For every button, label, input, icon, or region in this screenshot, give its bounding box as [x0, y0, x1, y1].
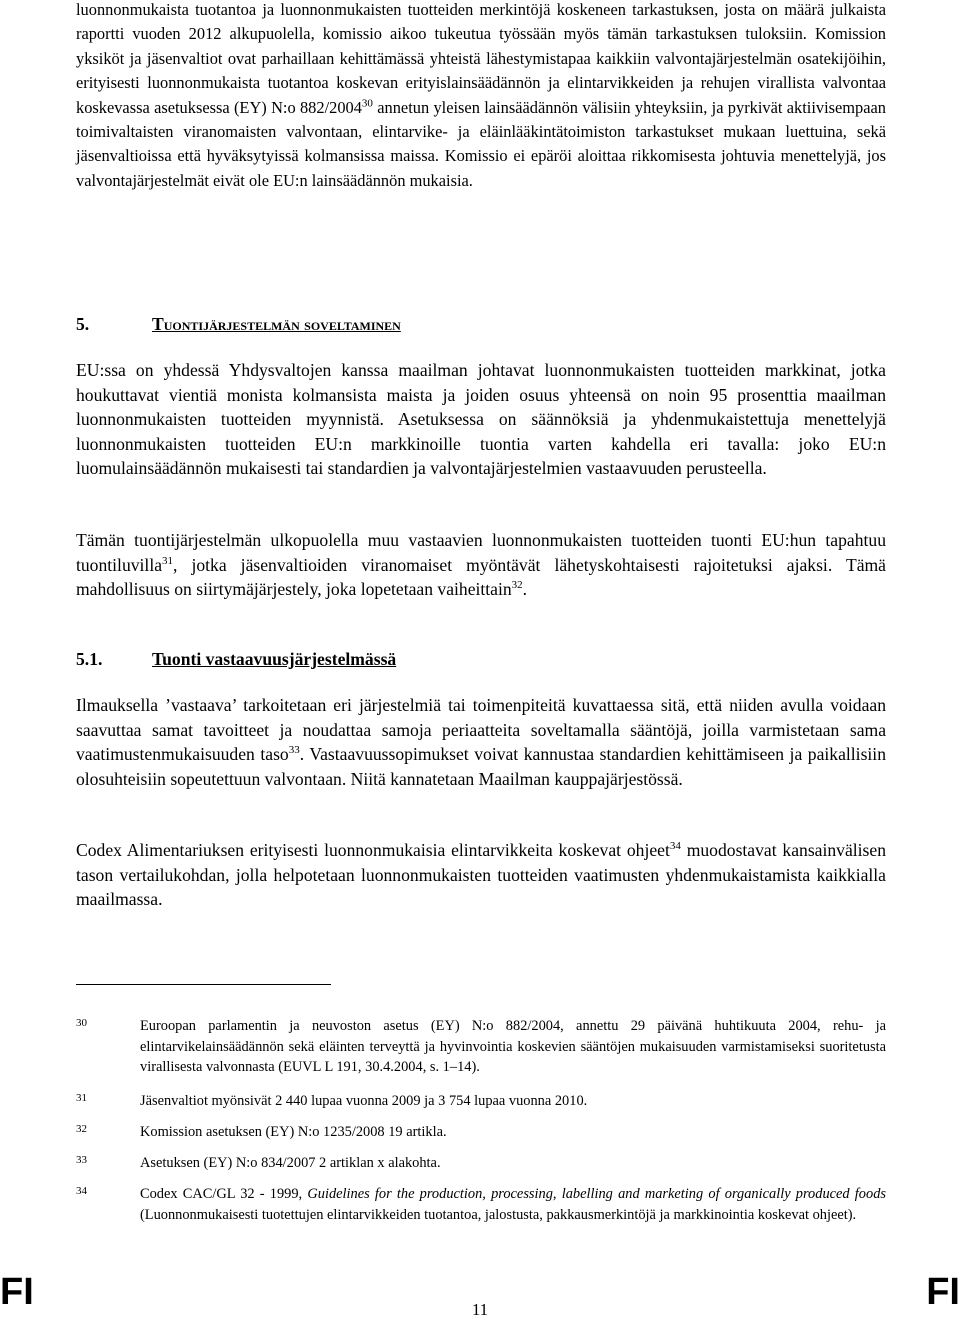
- section-number: 5.: [76, 314, 90, 334]
- section-5-1-paragraph-1: Ilmauksella ’vastaava’ tarkoitetaan eri järjestelmiä tai toimenpiteitä kuvattaessa sitä, että niiden avulla voidaan saavuttaa samat tavoitteet ja noudattaa samoja periaatteita soveltamalla sääntöjä, joilla varmistetaan sama vaatimustenmukaisuuden taso$^{33}$. Vastaavuussopimukset voivat kannustaa standardien kehittämiseen ja paikallisiin olosuhteisiin sopeutettuun valvontaan. Niitä kannatetaan Maailman kauppajärjestössä.: [76, 695, 886, 789]
- intro-paragraph: luonnonmukaista tuotantoa ja luonnonmukaisten tuotteiden merkintöjä koskeneen tarkastuksen, josta on määrä julkaista raportti vuoden 2012 alkupuolella, komissio aikoo tukeutua työssään myös tämän tarkastuksen tuloksiin. Komission yksiköt ja jäsenvaltiot ovat parhaillaan kehittämässä yhteistä lähestymistapaa kaikkiin valvontajärjestelmän osatekijöihin, erityisesti luonnonmukaista tuotantoa koskevan erityislainsäädännön ja elintarvikkeiden ja rehujen virallista valvontaa koskevassa asetuksessa (EY) N:o 882/2004$^{30}$ annetun yleisen lainsäädännön välisiin yhteyksiin, ja pyrkivät aktiivisempaan toimivaltaisten viranomaisten valvontaan, elintarvike- ja eläinlääkintätoimiston tarkastukset mukaan luettuina, sekä jäsenvaltioissa että hyväksytyissä kolmansissa maissa. Komissio ei epäröi aloittaa rikkomisesta johtuvia menettelyjä, jos valvontajärjestelmät eivät ole EU:n lainsäädännön mukaisia.: [76, 0, 886, 190]
- footnote-text: Euroopan parlamentin ja neuvoston asetus (EY) N:o 882/2004, annettu 29 päivänä huhtikuuta 2004, rehu- ja elintarvikelainsäädännön sekä eläinten terveyttä ja hyvinvointia koskevien sääntöjen mukaisuuden varmistamiseksi suoritetusta virallisesta valvonnasta (EUVL L 191, 30.4.2004, s. 1–14).: [140, 1018, 886, 1075]
- footnote-ref-34[interactable]: 34: [669, 840, 681, 853]
- footnote-text: Asetuksen (EY) N:o 834/2007 2 artiklan x alakohta.: [140, 1155, 441, 1171]
- section-5-paragraph-2: Tämän tuontijärjestelmän ulkopuolella muu vastaavien luonnonmukaisten tuotteiden tuonti EU:hun tapahtuu tuontiluvilla$^{31}$, jotka jäsenvaltioiden viranomaiset myöntävät lähetyskohtaisesti rajoitetuksi ajaksi. Tämä mahdollisuus on siirtymäjärjestely, joka lopetetaan vaiheittain$^{32}$.: [76, 530, 886, 599]
- footnote-34: [76, 1184, 886, 1225]
- footnote-32: [76, 1122, 886, 1143]
- footnote-ref-33[interactable]: 33: [288, 744, 300, 757]
- section-title: Tuonti vastaavuusjärjestelmässä: [152, 649, 397, 669]
- footnote-number: 30: [76, 1017, 87, 1029]
- section-number: 5.1.: [76, 649, 103, 669]
- section-5-heading: [76, 314, 886, 335]
- footnote-italic-title: Guidelines for the production, processing, labelling and marketing of organically produced foods: [307, 1186, 886, 1202]
- section-5-1-paragraph-2: Codex Alimentariuksen erityisesti luonnonmukaisia elintarvikkeita koskevat ohjeet$^{34}$ muodostavat kansainvälisen tason vertailukohdan, jolla helpotetaan luonnonmukaisten tuotteiden vaatimusten yhdenmukaistamista kaikkialla maailmassa.: [76, 840, 886, 909]
- footnote-30: [76, 1016, 886, 1078]
- section-5-paragraph-1: EU:ssa on yhdessä Yhdysvaltojen kanssa maailman johtavat luonnonmukaisten tuotteiden markkinat, jotka houkuttavat vientiä monista kolmansista maista ja joiden osuus yhteensä on noin 95 prosenttia maailman luonnonmukaisten tuotteiden myynnistä. Asetuksessa on säännöksiä ja yhdenmukaistettuja menettelyjä luonnonmukaisten tuotteiden EU:n markkinoille tuontia varten kahdella eri tavalla: joko EU:n luomulainsäädännön mukaisesti tai standardien ja valvontajärjestelmien vastaavuuden perusteella.: [76, 360, 886, 478]
- footnote-number: 32: [76, 1123, 87, 1135]
- footnote-number: 33: [76, 1154, 87, 1166]
- footnote-number: 31: [76, 1092, 87, 1104]
- section-title: Tuontijärjestelmän soveltaminen: [152, 314, 401, 334]
- footer-lang-left: FI: [0, 1271, 34, 1313]
- footnote-text: Komission asetuksen (EY) N:o 1235/2008 19 artikla.: [140, 1124, 447, 1140]
- page-number: 11: [471, 1300, 489, 1319]
- footnote-text: Jäsenvaltiot myönsivät 2 440 lupaa vuonna 2009 ja 3 754 lupaa vuonna 2010.: [140, 1093, 588, 1109]
- footnote-separator: [76, 984, 331, 985]
- footnote-ref-31[interactable]: 31: [162, 554, 174, 567]
- footnote-33: [76, 1153, 886, 1174]
- footnote-ref-32[interactable]: 32: [511, 579, 523, 592]
- footnote-text: Codex CAC/GL 32 - 1999, Guidelines for the production, processing, labelling and marketing of organically produced foods (Luonnonmukaisesti tuotettujen elintarvikkeiden tuotantoa, jalostusta, pakkausmerkintöjä ja markkinointia koskevat ohjeet).: [140, 1186, 886, 1223]
- footnote-number: 34: [76, 1185, 87, 1197]
- footer-lang-right: FI: [926, 1271, 960, 1313]
- footnote-ref-30[interactable]: 30: [361, 97, 373, 110]
- section-5-1-heading: [76, 649, 886, 670]
- footnote-31: [76, 1091, 886, 1112]
